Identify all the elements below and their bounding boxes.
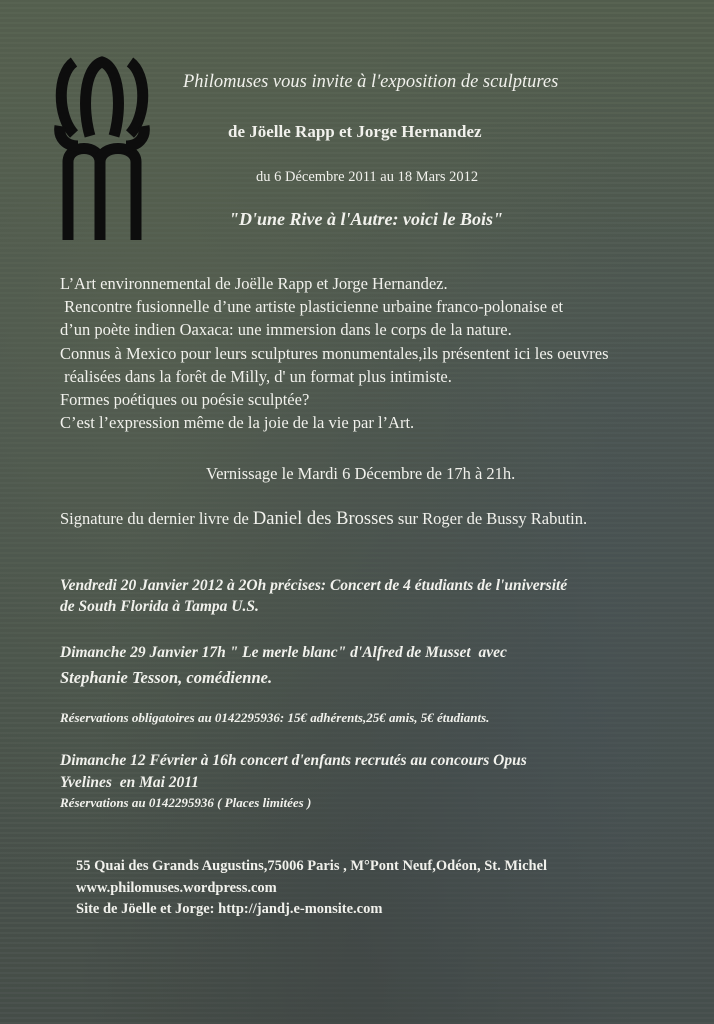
artists-site-link[interactable]: Site de Jöelle et Jorge: http://jandj.e-monsite.com <box>76 901 383 917</box>
reservations-info: Réservations obligatoires au 0142295936: 15€ adhérents,25€ amis, 5€ étudiants. <box>60 710 490 725</box>
book-signing-info <box>60 509 587 530</box>
description-line: d’un poète indien Oaxaca: une immersion dans le corps de la nature. <box>60 320 512 340</box>
description-line: C’est l’expression même de la joie de la vie par l’Art. <box>60 413 415 433</box>
invitation-intro: Philomuses vous invite à l'exposition de sculptures <box>183 72 559 92</box>
theatre-event <box>60 640 507 690</box>
concert-line: de South Florida à Tampa U.S. <box>60 598 259 615</box>
children-concert-line: Dimanche 12 Février à 16h concert d'enfants recrutés au concours Opus <box>60 752 527 769</box>
children-concert-event <box>60 750 527 812</box>
concert-event <box>60 575 567 617</box>
philomuses-logo-icon <box>52 54 152 242</box>
description-line: Connus à Mexico pour leurs sculptures monumentales,ils présentent ici les oeuvres <box>60 343 609 363</box>
children-concert-line: Yvelines en Mai 2011 <box>60 774 199 791</box>
vernissage-info: Vernissage le Mardi 6 Décembre de 17h à 21h. <box>206 464 516 483</box>
description-line: Formes poétiques ou poésie sculptée? <box>60 390 310 410</box>
theatre-line: Dimanche 29 Janvier 17h " Le merle blanc" d'Alfred de Musset avec <box>60 644 507 661</box>
website-link[interactable]: www.philomuses.wordpress.com <box>76 879 277 896</box>
description-line: Rencontre fusionnelle d’une artiste plasticienne urbaine franco-polonaise et <box>60 297 564 317</box>
children-reservations: Réservations au 0142295936 ( Places limitées ) <box>60 795 312 810</box>
description-line: réalisées dans la forêt de Milly, d' un format plus intimiste. <box>60 366 452 386</box>
address: 55 Quai des Grands Augustins,75006 Paris , M°Pont Neuf,Odéon, St. Michel <box>76 858 548 874</box>
exhibition-title: "D'une Rive à l'Autre: voici le Bois" <box>229 209 503 229</box>
signature-suffix: sur Roger de Bussy Rabutin. <box>393 509 588 528</box>
artists-names: de Jöelle Rapp et Jorge Hernandez <box>228 122 482 141</box>
concert-line: Vendredi 20 Janvier 2012 à 2Oh précises: Concert de 4 étudiants de l'université <box>60 577 568 594</box>
signature-author: Daniel des Brosses <box>252 509 394 529</box>
exhibition-dates: du 6 Décembre 2011 au 18 Mars 2012 <box>256 169 479 185</box>
signature-prefix: Signature du dernier livre de <box>60 509 253 528</box>
contact-block <box>76 856 547 921</box>
theatre-line: Stephanie Tesson, comédienne. <box>60 668 273 687</box>
description-line: L’Art environnemental de Joëlle Rapp et Jorge Hernandez. <box>60 274 448 293</box>
description-paragraph <box>60 272 700 434</box>
